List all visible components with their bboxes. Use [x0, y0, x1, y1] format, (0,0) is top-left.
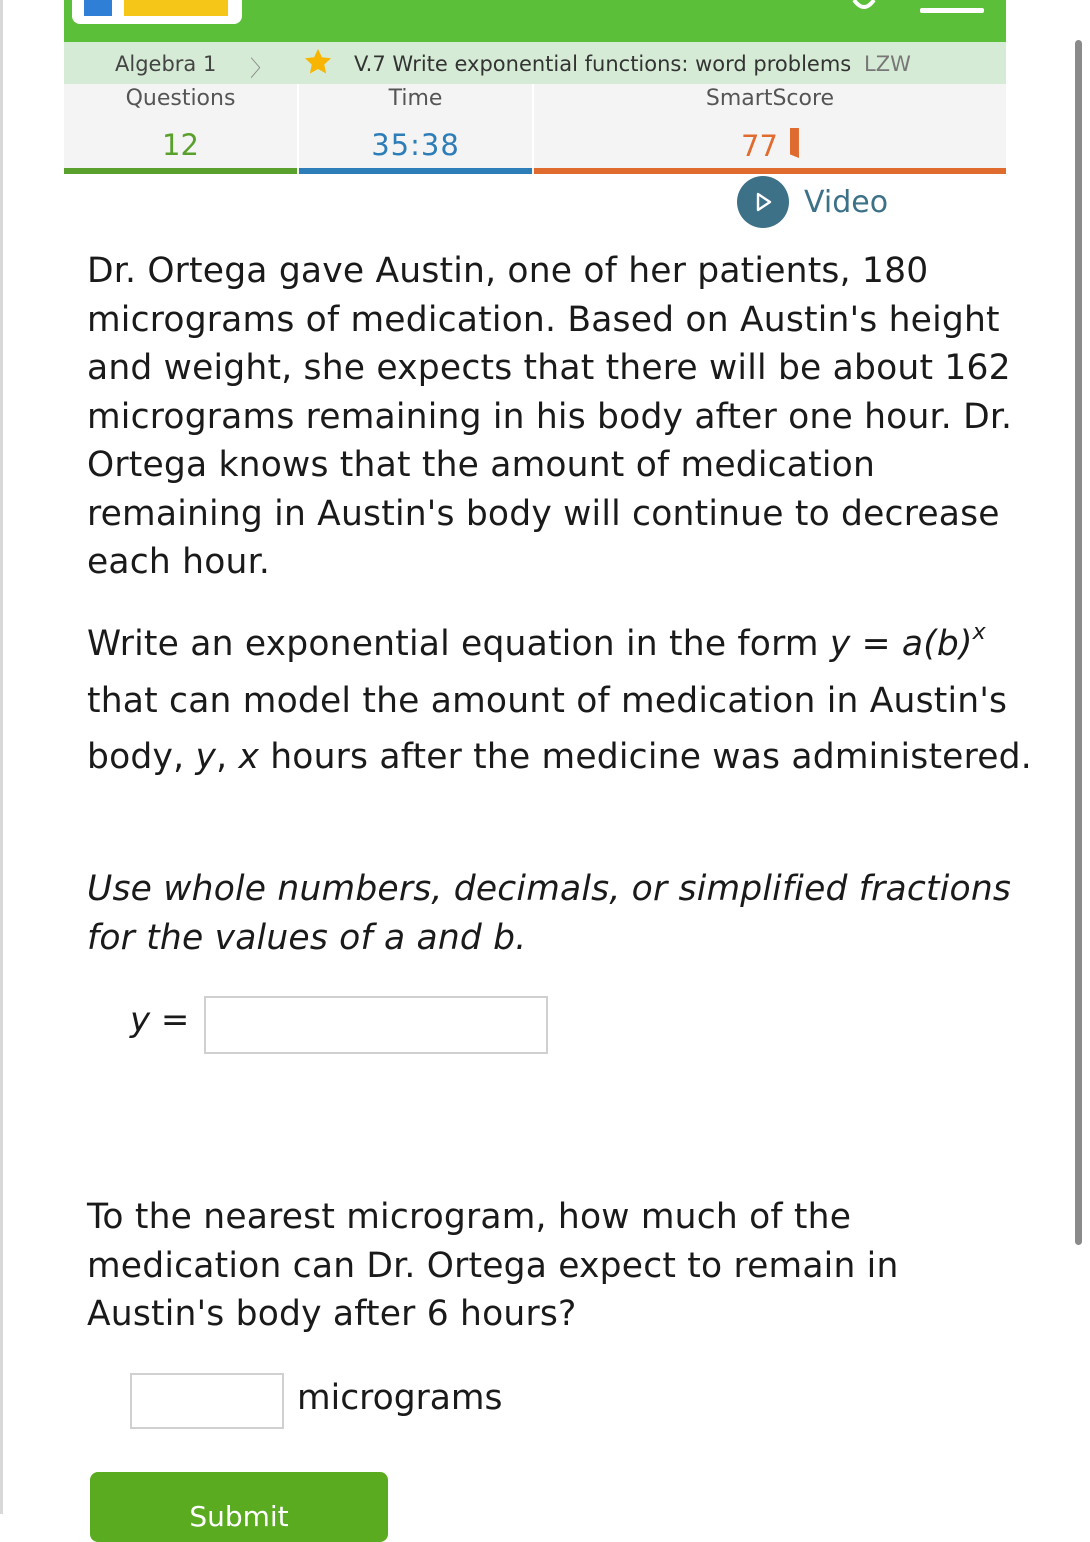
time-bar [299, 168, 532, 174]
form-exponent: x [972, 620, 986, 645]
comma: , [216, 737, 239, 777]
question-prompt: Dr. Ortega gave Austin, one of her patients, 180 micrograms of medication. Based on Austin's height and weight, she expects that there will be about 162 micrograms remaining in his body after one hour. Dr. Ortega knows that the amount of medication remaining in Austin's body will continue to decrease each hour. [87, 251, 1013, 582]
questions-value: 12 [162, 128, 199, 162]
play-icon [737, 176, 789, 228]
eq-label-eq: = [150, 1000, 190, 1040]
submit-button[interactable]: Submit [90, 1472, 388, 1542]
menu-icon[interactable] [920, 8, 984, 20]
unit-label: micrograms [297, 1378, 503, 1418]
video-button[interactable] [737, 176, 888, 228]
instruction-end: hours after the medicine was administered. [259, 737, 1032, 777]
smartscore-value-wrap [534, 128, 1006, 163]
form-ab: a(b) [901, 624, 973, 664]
stats-panel [64, 84, 1006, 174]
var-y: y [195, 737, 217, 777]
smartscore-label: SmartScore [705, 86, 835, 111]
skill-code: LZW [864, 52, 911, 76]
smartscore-value: 77 [741, 129, 778, 163]
form-y: y [829, 624, 851, 664]
breadcrumb [64, 42, 1006, 84]
instruction-post: that can model the amount of medication in Austin's body, [87, 680, 1008, 777]
search-icon[interactable] [850, 0, 878, 10]
question-part2: To the nearest microgram, how much of the medication can Dr. Ortega expect to remain in Austin's body after 6 hours? [87, 1197, 899, 1334]
top-header [64, 0, 1006, 42]
scrollbar[interactable] [1075, 40, 1082, 1245]
breadcrumb-skill: V.7 Write exponential functions: word problems [354, 52, 852, 76]
var-x: x [238, 737, 260, 777]
form-eq: = [850, 624, 902, 664]
smartscore-stat [534, 84, 1006, 174]
logo-yellow-mark [124, 0, 228, 16]
questions-label: Questions [125, 86, 236, 111]
micrograms-answer-input[interactable] [130, 1373, 284, 1429]
star-icon[interactable] [302, 47, 334, 77]
instruction-pre: Write an exponential equation in the form [87, 624, 830, 664]
video-label: Video [804, 184, 889, 220]
logo-blue-mark [84, 0, 112, 16]
ixl-logo[interactable] [72, 0, 242, 24]
time-stat [299, 84, 532, 174]
questions-bar [64, 168, 297, 174]
time-label: Time [388, 86, 443, 111]
smartscore-bar [534, 168, 1006, 174]
eq-label-y: y [130, 1000, 151, 1040]
questions-stat [64, 84, 297, 174]
question-instruction [87, 616, 1047, 786]
bookmark-icon [790, 128, 799, 158]
chevron-right-icon: 〉 [250, 57, 273, 82]
breadcrumb-subject[interactable]: Algebra 1 [115, 52, 217, 76]
left-edge [0, 0, 3, 1514]
question-hint: Use whole numbers, decimals, or simplified fractions for the values of a and b. [87, 869, 1012, 958]
equation-label [130, 1000, 189, 1040]
time-value: 35:38 [371, 128, 460, 162]
equation-answer-input[interactable] [204, 996, 548, 1054]
